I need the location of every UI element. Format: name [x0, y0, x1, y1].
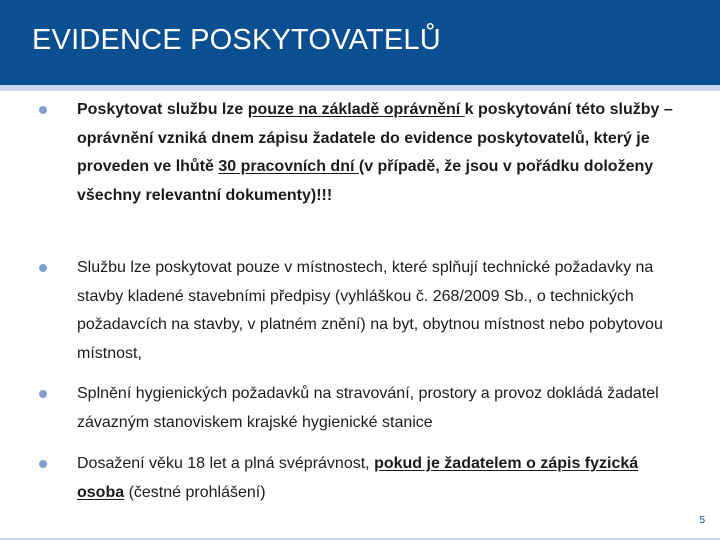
- title-bar: [0, 0, 720, 85]
- bullet-4-part-3: (čestné prohlášení): [124, 483, 266, 501]
- bullet-marker-4: [39, 460, 47, 468]
- bullet-1-part-5: (v případě, že jsou v pořádku doloženy všechny relevantní dokumenty)!!!: [77, 158, 654, 204]
- bullet-marker-1: [39, 106, 47, 114]
- bullet-text-3: Splnění hygienických požadavků na stravování, prostory a provoz dokládá žadatel závazným stanoviskem krajské hygienické stanice: [77, 385, 659, 431]
- bullet-marker-3: [39, 390, 47, 398]
- bullet-1-underlined-authorization: pouze na základě oprávnění: [247, 101, 465, 118]
- bullet-1-underlined-deadline: 30 pracovních dní: [218, 158, 359, 175]
- bullet-1-part-3: k poskytování této služby – oprávnění vzniká dnem zápisu žadatele do evidence poskytovatelů, který je proveden ve lhůtě: [77, 101, 673, 175]
- page-number: 5: [699, 515, 705, 526]
- bullet-text-2: Službu lze poskytovat pouze v místnostech, které splňují technické požadavky na stavby kladené stavebními předpisy (vyhláškou č. 268/2009 Sb., o technických požadavcích na stavby, v platném znění) na byt, obytnou místnost nebo pobytovou místnost,: [77, 259, 663, 362]
- bullet-text-1: [77, 96, 687, 210]
- bullet-marker-2: [39, 264, 47, 272]
- bullet-1-part-1: Poskytovat službu lze: [77, 101, 248, 118]
- title-divider: [0, 85, 720, 91]
- bullet-4-underlined-condition: pokud je žadatelem o zápis fyzická osoba: [77, 455, 639, 501]
- bullet-text-4: [77, 450, 687, 507]
- bullet-4-part-1: Dosažení věku 18 let a plná svéprávnost,: [77, 455, 375, 472]
- slide-title: EVIDENCE POSKYTOVATELŮ: [32, 24, 441, 56]
